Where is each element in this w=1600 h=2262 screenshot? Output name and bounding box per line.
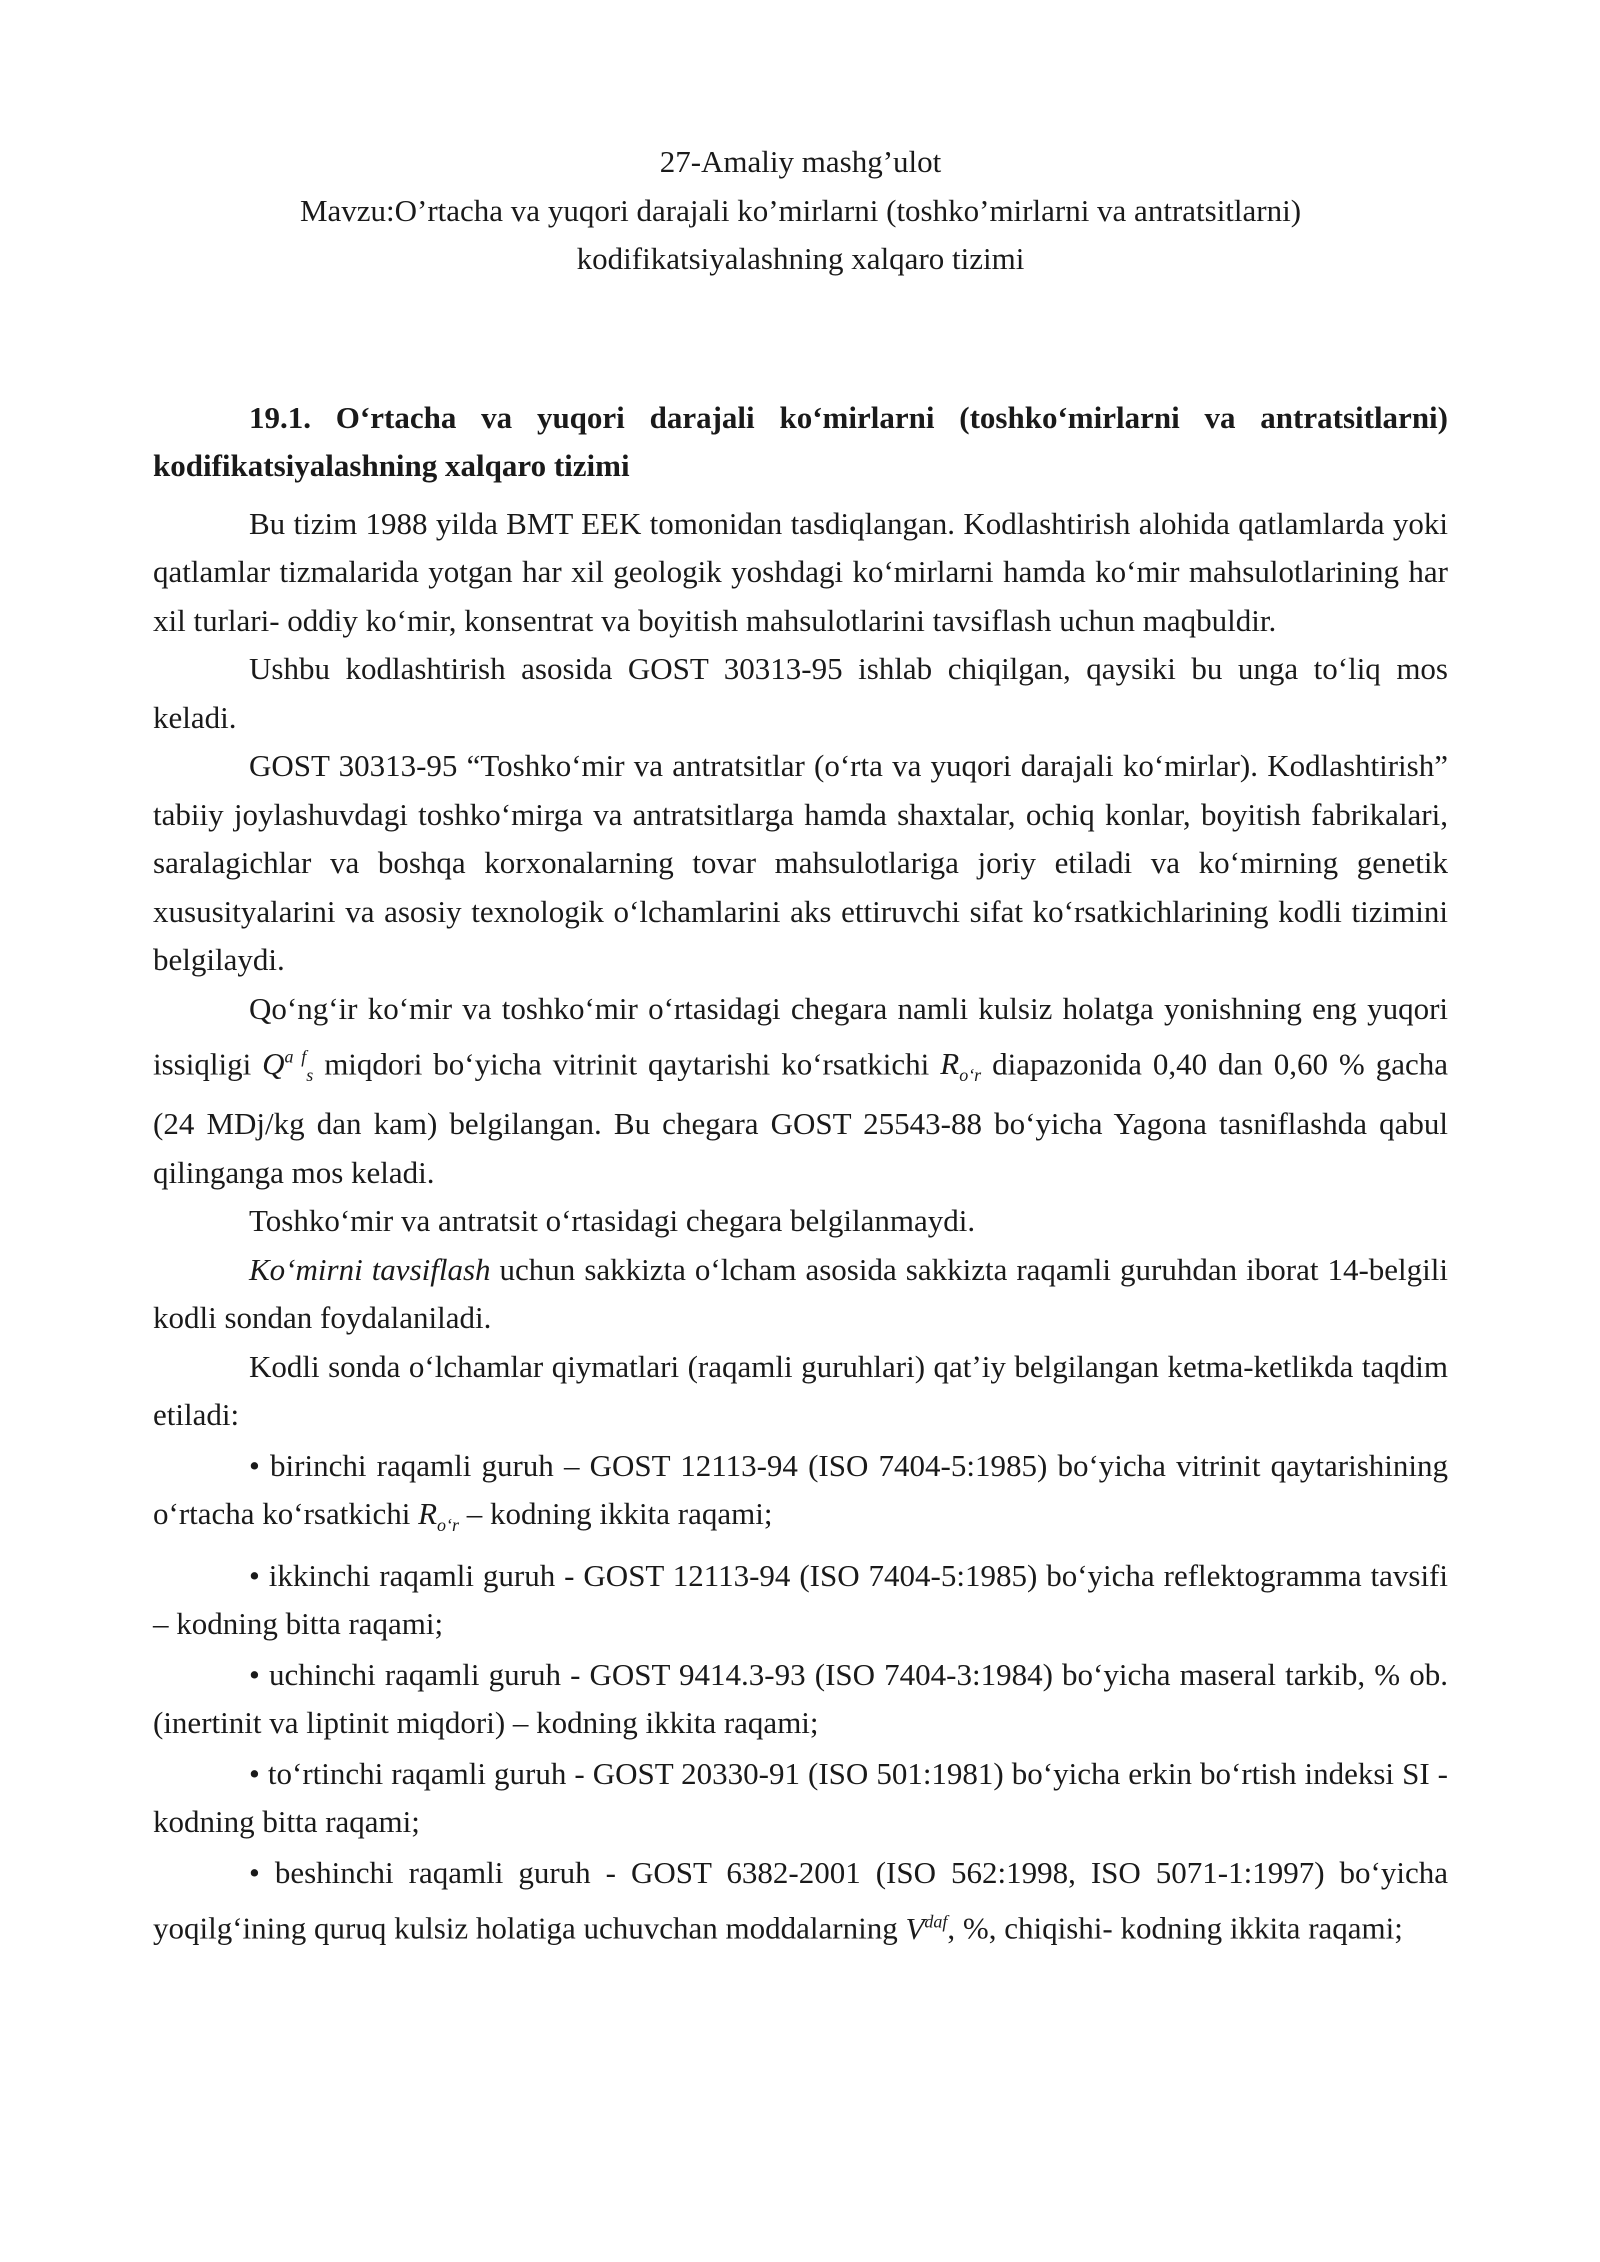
formula-subscript: s — [306, 1065, 314, 1086]
paragraph: Kodli sonda oʻlchamlar qiymatlari (raqamli guruhlari) qatʼiy belgilangan ketma-ketlikda taqdim etiladi: — [153, 1348, 1448, 1433]
formula-symbol: R — [418, 1496, 438, 1532]
text-run: • birinchi raqamli guruh – GOST 12113-94 (ISO 7404-5:1985) boʻyicha vitrinit qaytarishining oʻrtacha koʻrsatkichi — [153, 1447, 1448, 1532]
formula-subscript: oʻr — [437, 1515, 460, 1536]
text-run: – kodning ikkita raqami; — [459, 1496, 773, 1532]
topic-line-continued: kodifikatsiyalashning xalqaro tizimi — [576, 241, 1025, 276]
list-item: • ikkinchi raqamli guruh - GOST 12113-94 (ISO 7404-5:1985) boʻyicha reflektogramma tavsifi – kodning bitta raqami; — [153, 1557, 1448, 1642]
body-text — [153, 500, 1448, 1954]
section-heading: 19.1. Oʻrtacha va yuqori darajali koʻmirlarni (toshkoʻmirlarni va antratsitlarni) kodifikatsiyalashning xalqaro tizimi — [153, 399, 1448, 483]
list-item — [153, 1849, 1448, 1953]
list-item: • toʻrtinchi raqamli guruh - GOST 20330-91 (ISO 501:1981) boʻyicha erkin boʻrtish indeksi SI - kodning bitta raqami; — [153, 1755, 1448, 1840]
heat-formula — [262, 1046, 314, 1086]
reflectance-formula — [940, 1046, 982, 1086]
text-run: uchun sakkizta oʻlcham asosida sakkizta raqamli guruhdan iborat 14-belgili kodli sondan foydalaniladi. — [153, 1251, 1448, 1336]
practice-title: 27-Amaliy mashg’ulot — [659, 144, 942, 179]
volatile-matter-formula — [905, 1911, 947, 1946]
document-page — [153, 138, 1448, 1953]
italic-term: Koʻmirni tavsiflash — [249, 1251, 491, 1287]
paragraph-with-formula — [153, 985, 1448, 1198]
reflectance-formula — [418, 1496, 460, 1536]
paragraph: Bu tizim 1988 yilda BMT EEK tomonidan tasdiqlangan. Kodlashtirish alohida qatlamlarda yoki qatlamlar tizmalarida yotgan har xil geologik yoshdagi koʻmirlarni hamda koʻmir mahsulotlarining har xil turlari- oddiy koʻmir, konsentrat va boyitish mahsulotlarini tavsiflash uchun maqbuldir. — [153, 505, 1448, 638]
paragraph: GOST 30313-95 “Toshkoʻmir va antratsitlar (oʻrta va yuqori darajali koʻmirlar). Kodlashtirish” tabiiy joylashuvdagi toshkoʻmirga va antratsitlarga hamda shaxtalar, ochiq konlar, boyitish fabrikalari, saralagichlar va boshqa korxonalarning tovar mahsulotlariga joriy etiladi va koʻmirning genetik xususityalarini va asosiy texnologik oʻlchamlarini aks ettiruvchi sifat koʻrsatkichlarining kodli tizimini belgilaydi. — [153, 748, 1448, 977]
topic-line: Mavzu:O’rtacha va yuqori darajali ko’mirlarni (toshko’mirlarni va antratsitlarni) — [299, 192, 1302, 228]
list-item — [153, 1442, 1448, 1550]
paragraph — [153, 1246, 1448, 1343]
formula-symbol: V — [905, 1910, 925, 1946]
text-run: , %, chiqishi- kodning ikkita raqami; — [947, 1910, 1403, 1946]
page-header — [153, 138, 1448, 284]
text-run: diapazonida 0,40 dan 0,60 % gacha (24 MDj/kg dan kam) belgilangan. Bu chegara GOST 25543-88 boʻyicha Yagona tasniflashda qabul qilinganga mos keladi. — [153, 1046, 1448, 1190]
paragraph: Ushbu kodlashtirish asosida GOST 30313-95 ishlab chiqilgan, qaysiki bu unga toʻliq mos keladi. — [153, 651, 1448, 735]
formula-symbol: Q — [262, 1046, 285, 1082]
text-run: Qoʻngʻir koʻmir va toshkoʻmir oʻrtasidagi chegara namli kulsiz holatga yonishning eng yuqori issiqligi — [153, 990, 1448, 1082]
formula-symbol: R — [940, 1046, 960, 1082]
formula-superscript: a f — [284, 1047, 307, 1067]
formula-superscript: daf — [924, 1911, 948, 1932]
text-run: • beshinchi raqamli guruh - GOST 6382-2001 (ISO 562:1998, ISO 5071-1:1997) boʻyicha yoqilgʻining quruq kulsiz holatiga uchuvchan moddalarning — [153, 1854, 1448, 1946]
formula-subscript: oʻr — [959, 1065, 982, 1086]
paragraph: Toshkoʻmir va antratsit oʻrtasidagi chegara belgilanmaydi. — [249, 1203, 976, 1239]
text-run: miqdori boʻyicha vitrinit qaytarishi koʻrsatkichi — [313, 1046, 941, 1082]
list-item: • uchinchi raqamli guruh - GOST 9414.3-93 (ISO 7404-3:1984) boʻyicha maseral tarkib, % ob. (inertinit va liptinit miqdori) – kodning ikkita raqami; — [153, 1656, 1448, 1741]
